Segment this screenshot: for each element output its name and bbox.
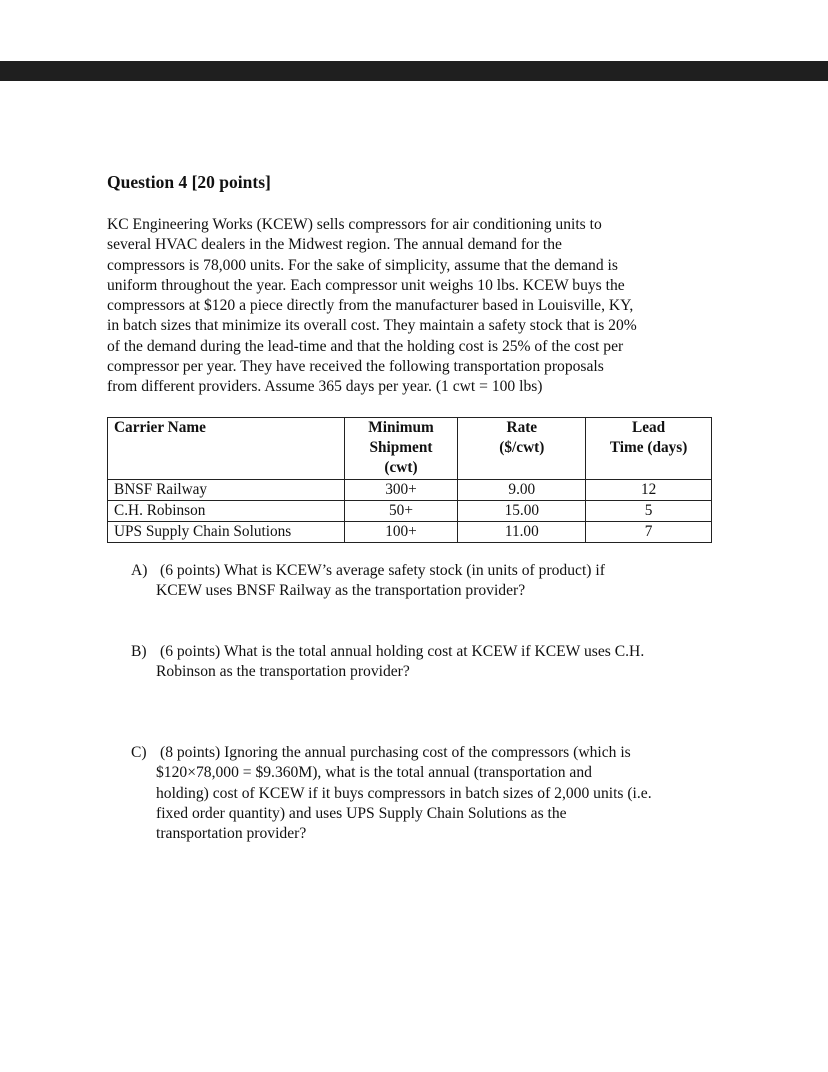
intro-line: compressors is 78,000 units. For the sake of simplicity, assume that the demand is bbox=[107, 256, 618, 274]
header-minimum-shipment bbox=[344, 418, 458, 480]
question-a bbox=[131, 561, 731, 602]
question-line: $120×78,000 = $9.360M), what is the total annual (transportation and bbox=[156, 764, 592, 782]
carrier-table bbox=[107, 417, 712, 543]
table-row bbox=[108, 522, 712, 543]
intro-line: of the demand during the lead-time and that the holding cost is 25% of the cost per bbox=[107, 337, 624, 355]
question-b bbox=[131, 642, 731, 683]
table-header-row bbox=[108, 418, 712, 480]
header-line: Lead bbox=[632, 419, 666, 436]
cell-carrier: C.H. Robinson bbox=[108, 501, 345, 522]
cell-rate: 15.00 bbox=[458, 501, 586, 522]
header-carrier-name: Carrier Name bbox=[108, 418, 345, 480]
question-line: transportation provider? bbox=[156, 825, 307, 843]
header-line: Minimum bbox=[368, 419, 434, 436]
question-line: Robinson as the transportation provider? bbox=[156, 663, 410, 681]
cell-min-shipment: 100+ bbox=[344, 522, 458, 543]
question-letter: B) bbox=[131, 643, 147, 660]
intro-paragraph bbox=[107, 215, 717, 398]
header-lead-time bbox=[586, 418, 712, 480]
header-line: Shipment bbox=[369, 439, 433, 456]
intro-line: KC Engineering Works (KCEW) sells compressors for air conditioning units to bbox=[107, 216, 602, 233]
cell-min-shipment: 50+ bbox=[344, 501, 458, 522]
cell-carrier: BNSF Railway bbox=[108, 480, 345, 501]
intro-line: compressors at $120 a piece directly from the manufacturer based in Louisville, KY, bbox=[107, 297, 634, 315]
header-line: Rate bbox=[506, 419, 538, 436]
question-line: KCEW uses BNSF Railway as the transportation provider? bbox=[156, 582, 526, 600]
intro-line: uniform throughout the year. Each compressor unit weighs 10 lbs. KCEW buys the bbox=[107, 276, 625, 294]
cell-carrier: UPS Supply Chain Solutions bbox=[108, 522, 345, 543]
table-row bbox=[108, 480, 712, 501]
table-row bbox=[108, 501, 712, 522]
header-line: (cwt) bbox=[384, 459, 418, 476]
cell-lead-time: 12 bbox=[586, 480, 712, 501]
question-line: holding) cost of KCEW if it buys compressors in batch sizes of 2,000 units (i.e. bbox=[156, 784, 652, 802]
question-line: (8 points) Ignoring the annual purchasing cost of the compressors (which is bbox=[160, 744, 631, 761]
top-header-bar bbox=[0, 61, 828, 81]
question-c bbox=[131, 743, 731, 844]
intro-line: several HVAC dealers in the Midwest region. The annual demand for the bbox=[107, 236, 562, 254]
intro-line: from different providers. Assume 365 days per year. (1 cwt = 100 lbs) bbox=[107, 378, 543, 396]
question-line: (6 points) What is the total annual holding cost at KCEW if KCEW uses C.H. bbox=[160, 643, 645, 660]
question-line: (6 points) What is KCEW’s average safety stock (in units of product) if bbox=[160, 562, 605, 579]
header-rate bbox=[458, 418, 586, 480]
cell-rate: 9.00 bbox=[458, 480, 586, 501]
question-line: fixed order quantity) and uses UPS Supply Chain Solutions as the bbox=[156, 804, 567, 822]
header-line: ($/cwt) bbox=[499, 439, 545, 456]
intro-line: compressor per year. They have received the following transportation proposals bbox=[107, 358, 604, 376]
intro-line: in batch sizes that minimize its overall cost. They maintain a safety stock that is 20% bbox=[107, 317, 637, 335]
question-letter: A) bbox=[131, 562, 148, 579]
question-letter: C) bbox=[131, 744, 147, 761]
cell-rate: 11.00 bbox=[458, 522, 586, 543]
question-title: Question 4 [20 points] bbox=[107, 172, 271, 192]
header-line: Time (days) bbox=[609, 439, 688, 456]
cell-lead-time: 5 bbox=[586, 501, 712, 522]
cell-min-shipment: 300+ bbox=[344, 480, 458, 501]
cell-lead-time: 7 bbox=[586, 522, 712, 543]
